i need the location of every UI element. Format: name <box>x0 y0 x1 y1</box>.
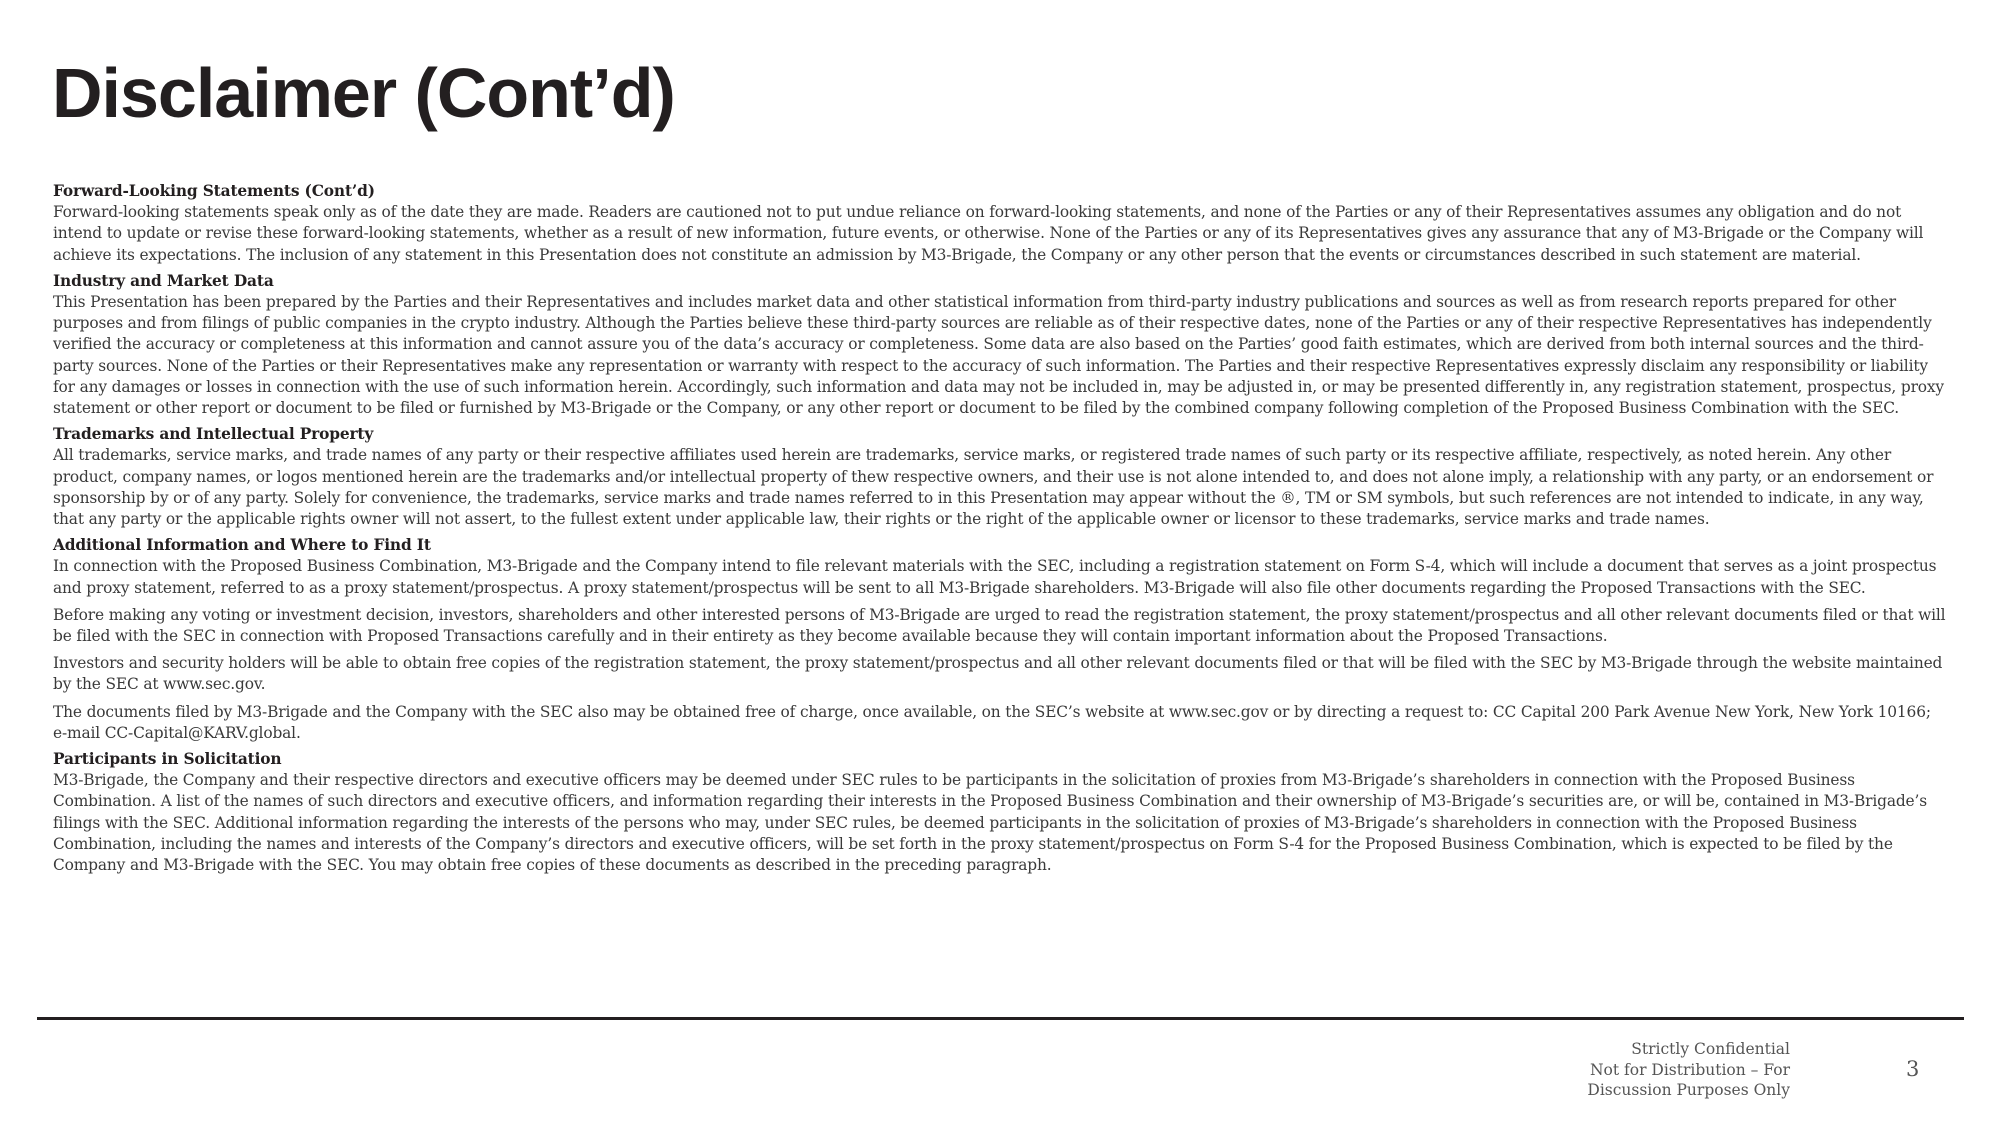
confidentiality-line: Discussion Purposes Only <box>1587 1081 1790 1099</box>
confidentiality-line: Not for Distribution – For <box>1589 1060 1790 1079</box>
section-paragraph: Before making any voting or investment decision, investors, shareholders and other interested persons of M3-Brigade are urged to read the registration statement, the proxy statement/prospectus and all other relevant documents filed or that will be filed with the SEC in connection with Proposed Transactions carefully and in their entirety as they become available because they will contain important information about the Proposed Transactions. <box>53 605 1946 646</box>
section-additional-information <box>53 535 1946 744</box>
page-title: Disclaimer (Cont’d) <box>52 54 675 132</box>
footer-divider <box>37 1017 1964 1020</box>
page-number: 3 <box>1906 1057 1920 1081</box>
section-paragraph: This Presentation has been prepared by the Parties and their Representatives and includes market data and other statistical information from third-party industry publications and sources as well as from research reports prepared for other purposes and from filings of public companies in the crypto industry. Although the Parties believe these third-party sources are reliable as of their respective dates, none of the Parties or any of their respective Representatives has independently verified the accuracy or completeness at this information and cannot assure you of the data’s accuracy or completeness. Some data are also based on the Parties’ good faith estimates, which are derived from both internal sources and the third-party sources. None of the Parties or their Representatives make any representation or warranty with respect to the accuracy of such information. The Parties and their respective Representatives expressly disclaim any responsibility or liability for any damages or losses in connection with the use of such information herein. Accordingly, such information and data may not be included in, may be adjusted in, or may be presented differently in, any registration statement, prospectus, proxy statement or other report or document to be filed or furnished by M3-Brigade or the Company, or any other report or document to be filed by the combined company following completion of the Proposed Business Combination with the SEC. <box>53 293 1944 418</box>
confidentiality-notice <box>1587 1039 1790 1101</box>
section-paragraph: In connection with the Proposed Business Combination, M3-Brigade and the Company intend to file relevant materials with the SEC, including a registration statement on Form S-4, which will include a document that serves as a joint prospectus and proxy statement, referred to as a proxy statement/prospectus. A proxy statement/prospectus will be sent to all M3-Brigade shareholders. M3-Brigade will also file other documents regarding the Proposed Transactions with the SEC. <box>53 557 1937 597</box>
confidentiality-line: Strictly Confidential <box>1631 1040 1790 1058</box>
section-paragraph: Forward-looking statements speak only as of the date they are made. Readers are cautioned not to put undue reliance on forward-looking statements, and none of the Parties or any of their Representatives assumes any obligation and do not intend to update or revise these forward-looking statements, whether as a result of new information, future events, or otherwise. None of the Parties or any of its Representatives gives any assurance that any of M3-Brigade or the Company will achieve its expectations. The inclusion of any statement in this Presentation does not constitute an admission by M3-Brigade, the Company or any other person that the events or circumstances described in such statement are material. <box>53 203 1924 264</box>
section-heading: Forward-Looking Statements (Cont’d) <box>53 182 375 200</box>
section-heading: Trademarks and Intellectual Property <box>53 425 374 444</box>
section-participants <box>53 749 1946 876</box>
section-paragraph: Investors and security holders will be able to obtain free copies of the registration statement, the proxy statement/prospectus and all other relevant documents filed or that will be filed with the SEC by M3-Brigade through the website maintained by the SEC at www.sec.gov. <box>53 654 1943 694</box>
section-paragraph: All trademarks, service marks, and trade names of any party or their respective affiliates used herein are trademarks, service marks, or registered trade names of such party or its respective affiliate, respectively, as noted herein. Any other product, company names, or logos mentioned herein are the trademarks and/or intellectual property of thew respective owners, and their use is not alone intended to, and does not alone imply, a relationship with any party, or an endorsement or sponsorship by or of any party. Solely for convenience, the trademarks, service marks and trade names referred to in this Presentation may appear without the ®, TM or SM symbols, but such references are not intended to indicate, in any way, that any party or the applicable rights owner will not assert, to the fullest extent under applicable law, their rights or the right of the applicable owner or licensor to these trademarks, service marks and trade names. <box>53 446 1934 529</box>
section-industry-market-data <box>53 271 1946 419</box>
disclaimer-body <box>53 181 1946 881</box>
section-heading: Additional Information and Where to Find It <box>53 536 431 555</box>
section-forward-looking <box>53 181 1946 266</box>
section-paragraph: M3-Brigade, the Company and their respective directors and executive officers may be deemed under SEC rules to be participants in the solicitation of proxies from M3-Brigade’s shareholders in connection with the Proposed Business Combination. A list of the names of such directors and executive officers, and information regarding their interests in the Proposed Business Combination and their ownership of M3-Brigade’s securities are, or will be, contained in M3-Brigade’s filings with the SEC. Additional information regarding the interests of the persons who may, under SEC rules, be deemed participants in the solicitation of proxies of M3-Brigade’s shareholders in connection with the Proposed Business Combination, including the names and interests of the Company’s directors and executive officers, will be set forth in the proxy statement/prospectus on Form S-4 for the Proposed Business Combination, which is expected to be filed by the Company and M3-Brigade with the SEC. You may obtain free copies of these documents as described in the preceding paragraph. <box>53 771 1927 875</box>
section-heading: Industry and Market Data <box>53 271 274 290</box>
section-trademarks <box>53 424 1946 530</box>
section-paragraph: The documents filed by M3-Brigade and the Company with the SEC also may be obtained free of charge, once available, on the SEC’s website at www.sec.gov or by directing a request to: CC Capital 200 Park Avenue New York, New York 10166; e-mail CC-Capital@KARV.global. <box>53 702 1931 742</box>
section-heading: Participants in Solicitation <box>53 750 282 769</box>
